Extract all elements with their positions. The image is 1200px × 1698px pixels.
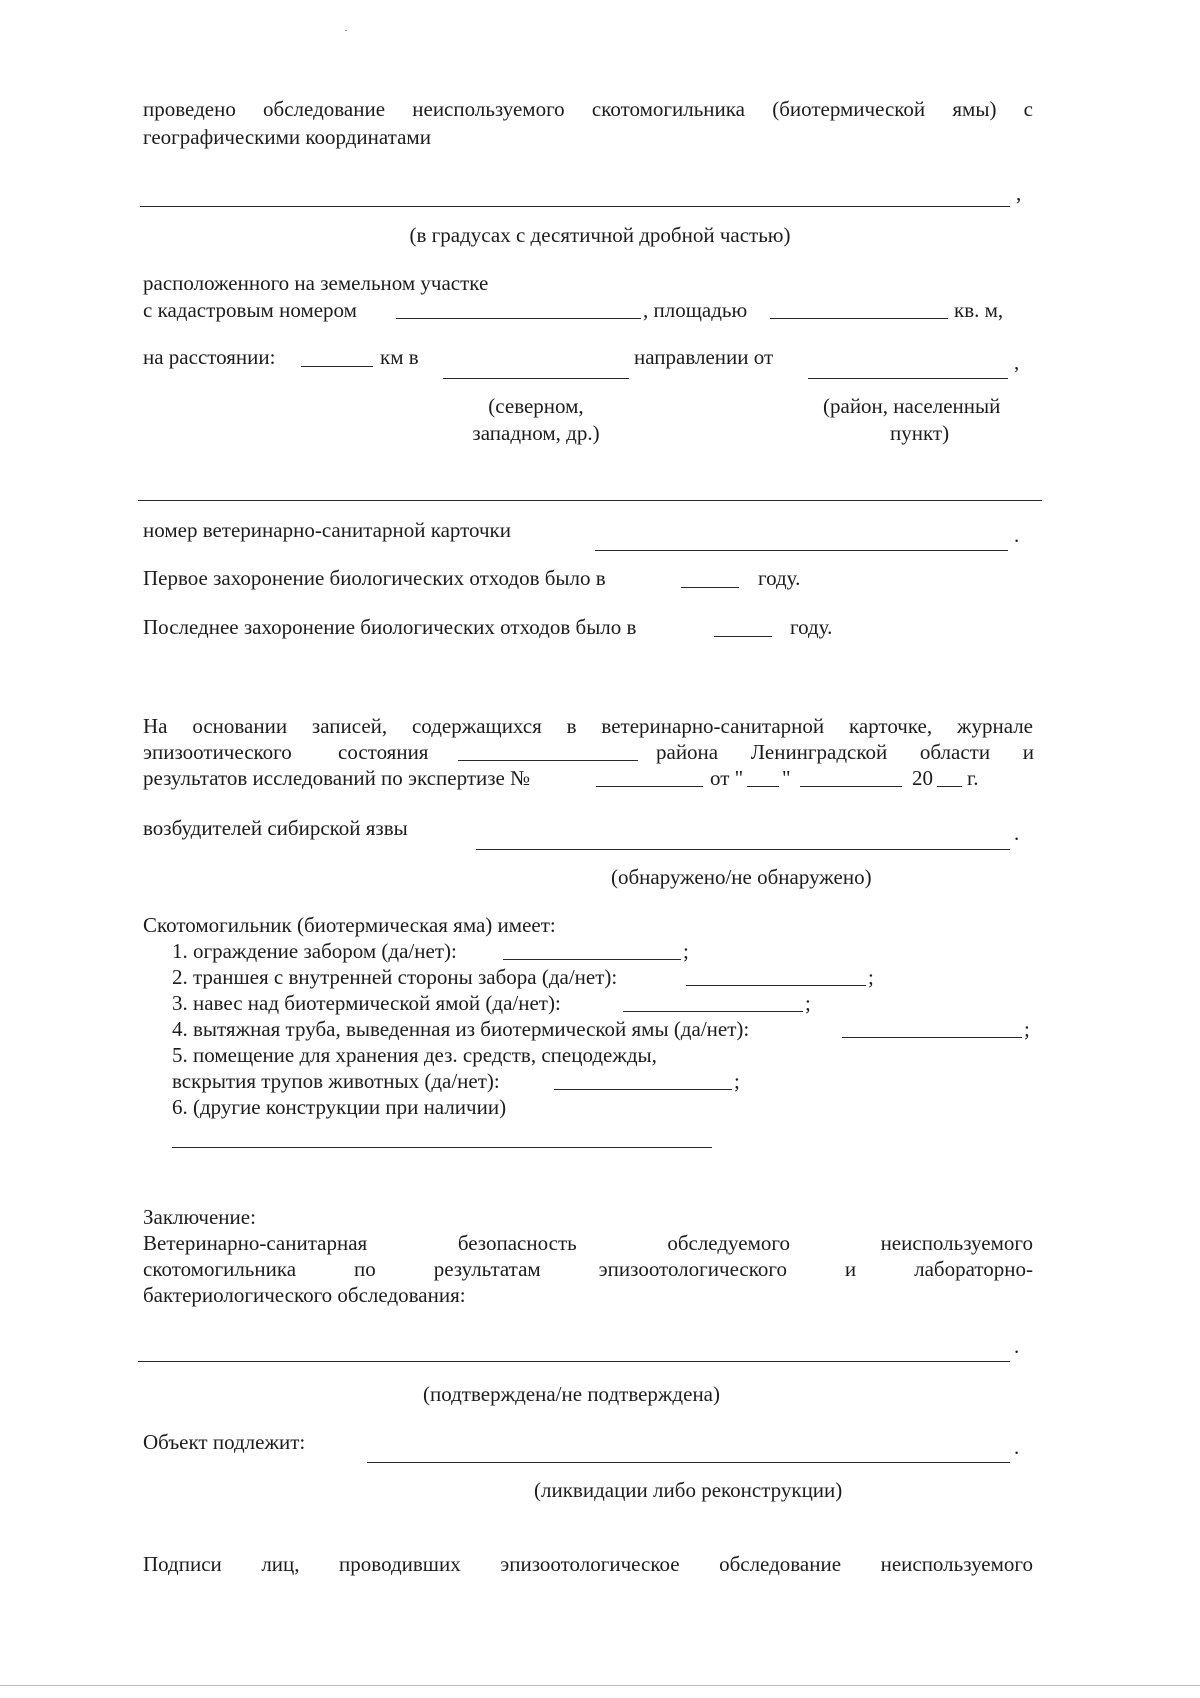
conclusion-line-2: скотомогильника по результатам эпизоотологического и лабораторно- bbox=[143, 1257, 1033, 1281]
expertise-day-field[interactable] bbox=[747, 786, 779, 787]
direction-caption-1: (северном, bbox=[488, 394, 584, 418]
district-journal-field[interactable] bbox=[458, 760, 638, 761]
feature-trench-field[interactable] bbox=[686, 985, 866, 986]
feature-item-storage-room: 5. помещение для хранения дез. средств, спецодежды, bbox=[172, 1043, 657, 1067]
conclusion-trail: . bbox=[1014, 1334, 1020, 1358]
direction-field[interactable] bbox=[443, 378, 629, 379]
feature-storage-trail: ; bbox=[734, 1069, 740, 1093]
area-field[interactable] bbox=[770, 318, 948, 319]
object-trail: . bbox=[1014, 1435, 1020, 1459]
feature-item-storage-room-cont: вскрытия трупов животных (да/нет): bbox=[172, 1069, 500, 1093]
basis-line-2-a: эпизоотического bbox=[143, 740, 292, 764]
cadastral-label: с кадастровым номером bbox=[143, 298, 357, 322]
vet-card-trail: . bbox=[1014, 523, 1020, 547]
km-label: км в bbox=[380, 345, 419, 369]
basis-line-3-d: 20 bbox=[912, 766, 933, 790]
anthrax-caption: (обнаружено/не обнаружено) bbox=[611, 865, 872, 889]
feature-item-trench: 2. траншея с внутренней стороны забора (да/нет): bbox=[172, 965, 618, 989]
distance-label: на расстоянии: bbox=[143, 345, 276, 369]
feature-trench-trail: ; bbox=[868, 965, 874, 989]
conclusion-title: Заключение: bbox=[143, 1205, 256, 1229]
features-title: Скотомогильник (биотермическая яма) имеет: bbox=[143, 913, 556, 937]
feature-fence-trail: ; bbox=[683, 939, 689, 963]
feature-other-field[interactable] bbox=[172, 1147, 712, 1148]
expertise-year-field[interactable] bbox=[937, 786, 962, 787]
object-action-field[interactable] bbox=[367, 1462, 1010, 1463]
last-burial-year-field[interactable] bbox=[714, 636, 772, 637]
anthrax-result-field[interactable] bbox=[476, 849, 1010, 850]
expertise-number-field[interactable] bbox=[596, 786, 703, 787]
first-burial-year-field[interactable] bbox=[681, 587, 739, 588]
signatures-line-1: Подписи лиц, проводивших эпизоотологическое обследование неиспользуемого bbox=[143, 1552, 1033, 1576]
district-caption-1: (район, населенный bbox=[823, 394, 1001, 418]
feature-canopy-field[interactable] bbox=[623, 1011, 803, 1012]
feature-item-other: 6. (другие конструкции при наличии) bbox=[172, 1095, 507, 1119]
object-label: Объект подлежит: bbox=[143, 1430, 306, 1454]
anthrax-trail: . bbox=[1014, 821, 1020, 845]
direction-caption-2: западном, др.) bbox=[472, 421, 600, 445]
intro-line-2: географическими координатами bbox=[143, 125, 431, 149]
conclusion-caption: (подтверждена/не подтверждена) bbox=[423, 1382, 720, 1406]
feature-item-canopy: 3. навес над биотермической ямой (да/нет): bbox=[172, 991, 561, 1015]
feature-fence-field[interactable] bbox=[503, 959, 681, 960]
feature-item-fence: 1. ограждение забором (да/нет): bbox=[172, 939, 457, 963]
origin-place-field[interactable] bbox=[808, 378, 1008, 379]
expertise-month-field[interactable] bbox=[800, 786, 902, 787]
feature-exhaust-trail: ; bbox=[1024, 1017, 1030, 1041]
basis-line-1: На основании записей, содержащихся в ветеринарно-санитарной карточке, журнале bbox=[143, 714, 1033, 738]
feature-storage-field[interactable] bbox=[554, 1089, 732, 1090]
anthrax-label: возбудителей сибирской язвы bbox=[143, 816, 408, 840]
coordinates-caption: (в градусах с десятичной дробной частью) bbox=[409, 223, 791, 247]
coordinates-trail: , bbox=[1016, 181, 1022, 205]
basis-line-3-c: " bbox=[782, 766, 791, 790]
distance-km-field[interactable] bbox=[301, 366, 373, 367]
area-unit: кв. м, bbox=[954, 298, 1004, 322]
basis-line-3-a: результатов исследований по экспертизе № bbox=[143, 766, 531, 790]
direction-label: направлении от bbox=[634, 345, 774, 369]
feature-exhaust-field[interactable] bbox=[842, 1037, 1022, 1038]
vet-card-number-field[interactable] bbox=[595, 550, 1008, 551]
first-burial-suffix: году. bbox=[758, 566, 801, 590]
conclusion-line-1: Ветеринарно-санитарная безопасность обследуемого неиспользуемого bbox=[143, 1231, 1033, 1255]
page-bottom-border bbox=[0, 1685, 1200, 1686]
basis-line-3-b: от " bbox=[710, 766, 744, 790]
cadastral-number-field[interactable] bbox=[396, 318, 641, 319]
location-extra-line[interactable] bbox=[138, 500, 1042, 501]
last-burial-suffix: году. bbox=[790, 615, 833, 639]
feature-item-exhaust-pipe: 4. вытяжная труба, выведенная из биотермической ямы (да/нет): bbox=[172, 1017, 750, 1041]
location-line-1: расположенного на земельном участке bbox=[143, 271, 489, 295]
district-caption-2: пункт) bbox=[890, 421, 950, 445]
basis-line-3-e: г. bbox=[967, 766, 979, 790]
feature-canopy-trail: ; bbox=[805, 991, 811, 1015]
vet-card-label: номер ветеринарно-санитарной карточки bbox=[143, 518, 511, 542]
basis-line-2-c: района Ленинградской области и bbox=[656, 740, 1034, 764]
area-label: , площадью bbox=[643, 298, 748, 322]
conclusion-line-3: бактериологического обследования: bbox=[143, 1283, 466, 1307]
conclusion-result-field[interactable] bbox=[138, 1361, 1010, 1362]
intro-line-1: проведено обследование неиспользуемого скотомогильника (биотермической ямы) с bbox=[143, 97, 1033, 121]
location-trail: , bbox=[1014, 350, 1020, 374]
basis-line-2-b: состояния bbox=[338, 740, 429, 764]
last-burial-text: Последнее захоронение биологических отходов было в bbox=[143, 615, 637, 639]
scan-speck bbox=[345, 30, 347, 31]
object-caption: (ликвидации либо реконструкции) bbox=[534, 1478, 843, 1502]
first-burial-text: Первое захоронение биологических отходов было в bbox=[143, 566, 606, 590]
coordinates-field-line[interactable] bbox=[140, 206, 1010, 207]
